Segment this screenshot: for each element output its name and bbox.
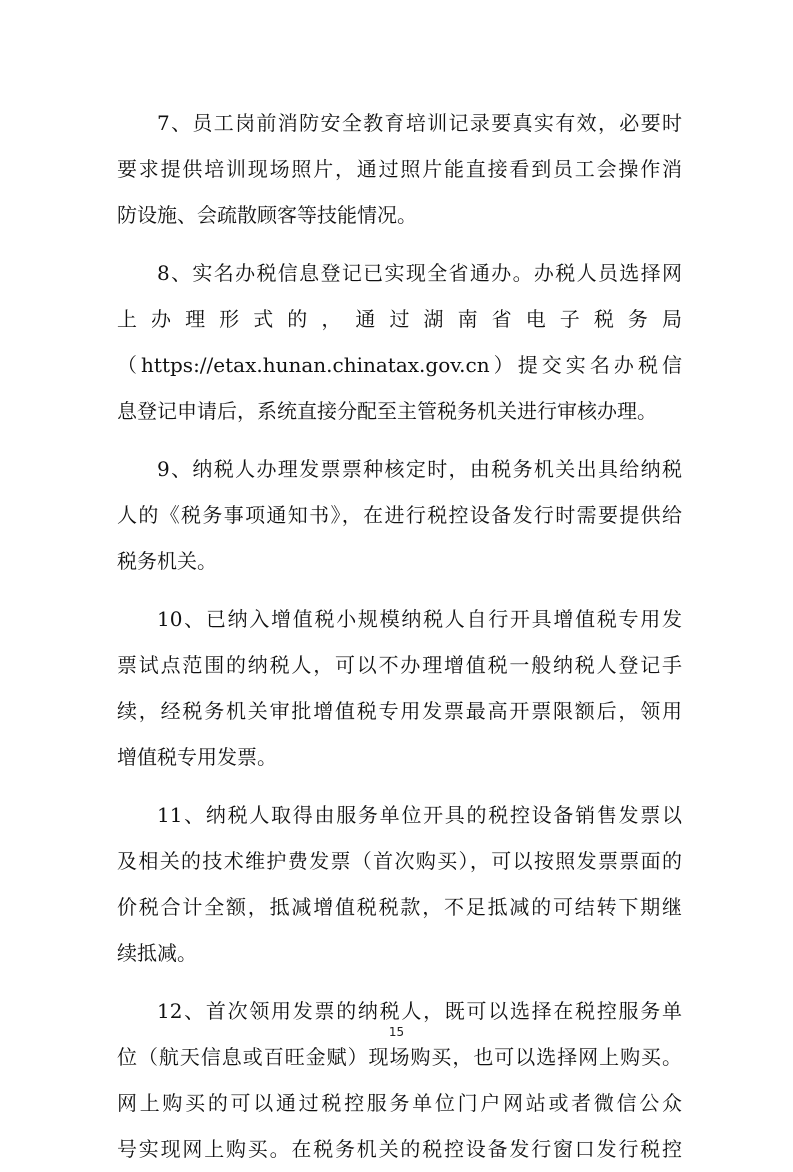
paragraph-gap: [117, 976, 682, 988]
paragraph-gap: [117, 238, 682, 250]
text-line: 号实现网上购买。在税务机关的税控设备发行窗口发行税控: [117, 1137, 682, 1161]
paragraph-9: [117, 446, 682, 584]
text-line: 9、纳税人办理发票票种核定时，由税务机关出具给纳税: [157, 457, 682, 481]
text-line: 网上购买的可以通过税控服务单位门户网站或者微信公众: [117, 1091, 682, 1115]
text-line: （https://etax.hunan.chinatax.gov.cn）提交实名办税信: [117, 353, 682, 377]
paragraph-7: [117, 100, 682, 238]
text-line: 人的《税务事项通知书》，在进行税控设备发行时需要提供给: [117, 503, 682, 527]
text-line: 税务机关。: [117, 549, 217, 573]
document-body: [117, 100, 682, 1172]
text-line: 要求提供培训现场照片，通过照片能直接看到员工会操作消: [117, 157, 682, 181]
text-line: 上 办 理 形 式 的 ， 通 过 湖 南 省 电 子 税 务 局: [117, 307, 682, 331]
text-line: 增值税专用发票。: [117, 745, 277, 769]
paragraph-8: [117, 250, 682, 434]
text-line: 11、纳税人取得由服务单位开具的税控设备销售发票以: [157, 803, 682, 827]
text-line: 续，经税务机关审批增值税专用发票最高开票限额后，领用: [117, 699, 682, 723]
text-line: 7、员工岗前消防安全教育培训记录要真实有效，必要时: [157, 111, 682, 135]
paragraph-gap: [117, 780, 682, 792]
text-line: 及相关的技术维护费发票（首次购买），可以按照发票票面的: [117, 849, 682, 873]
text-line: 防设施、会疏散顾客等技能情况。: [117, 203, 417, 227]
paragraph-gap: [117, 584, 682, 596]
text-line: 8、实名办税信息登记已实现全省通办。办税人员选择网: [157, 261, 682, 285]
text-line: 息登记申请后，系统直接分配至主管税务机关进行审核办理。: [117, 399, 657, 423]
text-line: 票试点范围的纳税人，可以不办理增值税一般纳税人登记手: [117, 653, 682, 677]
paragraph-gap: [117, 434, 682, 446]
page-number: 15: [388, 1025, 405, 1039]
text-line: 12、首次领用发票的纳税人，既可以选择在税控服务单: [157, 999, 682, 1023]
text-line: 续抵减。: [117, 941, 197, 965]
text-line: 10、已纳入增值税小规模纳税人自行开具增值税专用发: [157, 607, 682, 631]
paragraph-12: [117, 988, 682, 1172]
paragraph-10: [117, 596, 682, 780]
text-line: 价税合计全额，抵减增值税税款，不足抵减的可结转下期继: [117, 895, 682, 919]
paragraph-11: [117, 792, 682, 976]
text-line: 位（航天信息或百旺金赋）现场购买，也可以选择网上购买。: [117, 1045, 682, 1069]
